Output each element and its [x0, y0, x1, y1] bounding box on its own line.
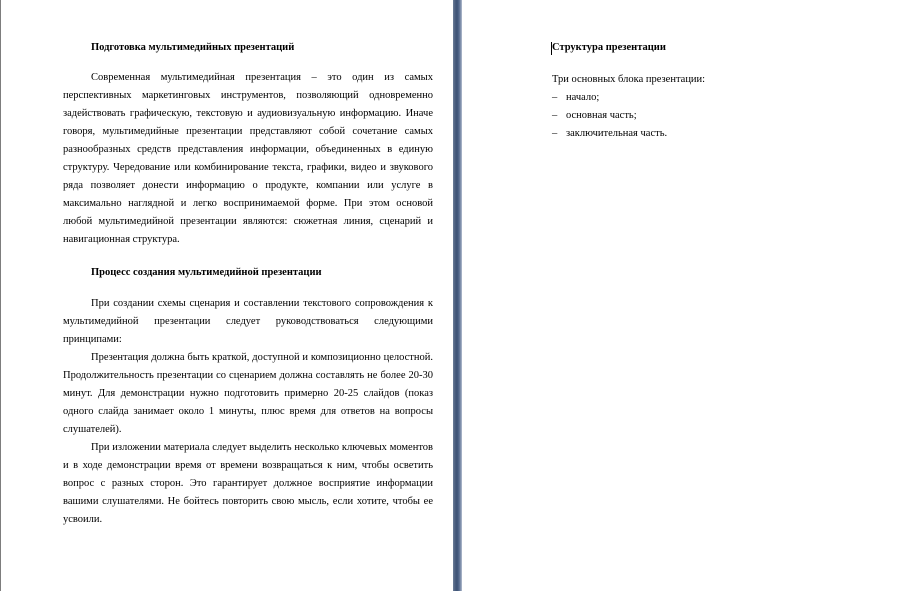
section-process-body	[63, 295, 433, 529]
structure-list	[552, 89, 882, 143]
heading-preparation: Подготовка мультимедийных презентаций	[91, 42, 295, 53]
list-dash: –	[552, 92, 558, 103]
list-dash: –	[552, 110, 558, 121]
list-item-text: основная часть;	[566, 110, 637, 121]
structure-intro: Три основных блока презентации:	[552, 74, 706, 85]
paragraph-principles-brevity: Презентация должна быть краткой, доступной и композиционно целостной. Продолжительность презентации со сценарием должна составлять не более 20-30 минут. Для демонстрации нужно подготовить примерно 20-25 слайдов (показ одного слайда занимает около 1 минуты, плюс время для ответов на вопросы слушателей).	[63, 352, 433, 435]
text-cursor	[551, 42, 552, 55]
list-dash: –	[552, 128, 558, 139]
paragraph-preparation: Современная мультимедийная презентация – это один из самых перспективных маркетинговых инструментов, позволяющий одновременно задействовать графическую, текстовую и аудиовизуальную информацию. Иначе говоря, мультимедийные презентации представляют собой сочетание самых разнообразных средств представления информации, объединенных в единую структуру. Чередование или комбинирование текста, графики, видео и звукового ряда позволяет донести информацию о продукте, компании или услуге в максимально наглядной и легко воспринимаемой форме. При этом основой любой мультимедийной презентации являются: сюжетная линия, сценарий и навигационная структура.	[63, 72, 433, 245]
section-preparation	[63, 39, 433, 57]
document-page-right[interactable]	[462, 0, 917, 591]
list-item	[552, 107, 882, 125]
section-preparation-body	[63, 69, 433, 249]
document-page-left[interactable]	[0, 0, 454, 591]
structure-body	[552, 71, 882, 143]
heading-structure	[552, 39, 882, 57]
list-item	[552, 125, 882, 143]
heading-structure-text: Структура презентации	[552, 42, 666, 53]
page-gutter	[453, 0, 462, 591]
list-item-text: начало;	[566, 92, 600, 103]
paragraph-principles-intro: При создании схемы сценария и составлении текстового сопровождения к мультимедийной презентации следует руководствоваться следующими принципами:	[63, 298, 433, 345]
section-structure	[552, 39, 882, 57]
section-process	[63, 264, 433, 282]
paragraph-principles-key-points: При изложении материала следует выделить несколько ключевых моментов и в ходе демонстрации время от времени возвращаться к ним, чтобы осветить вопрос с разных сторон. Это гарантирует должное восприятие информации вашими слушателями. Не бойтесь повторить свою мысль, если хотите, чтобы ее усвоили.	[63, 442, 433, 525]
list-item	[552, 89, 882, 107]
list-item-text: заключительная часть.	[566, 128, 668, 139]
heading-process: Процесс создания мультимедийной презентации	[91, 267, 322, 278]
